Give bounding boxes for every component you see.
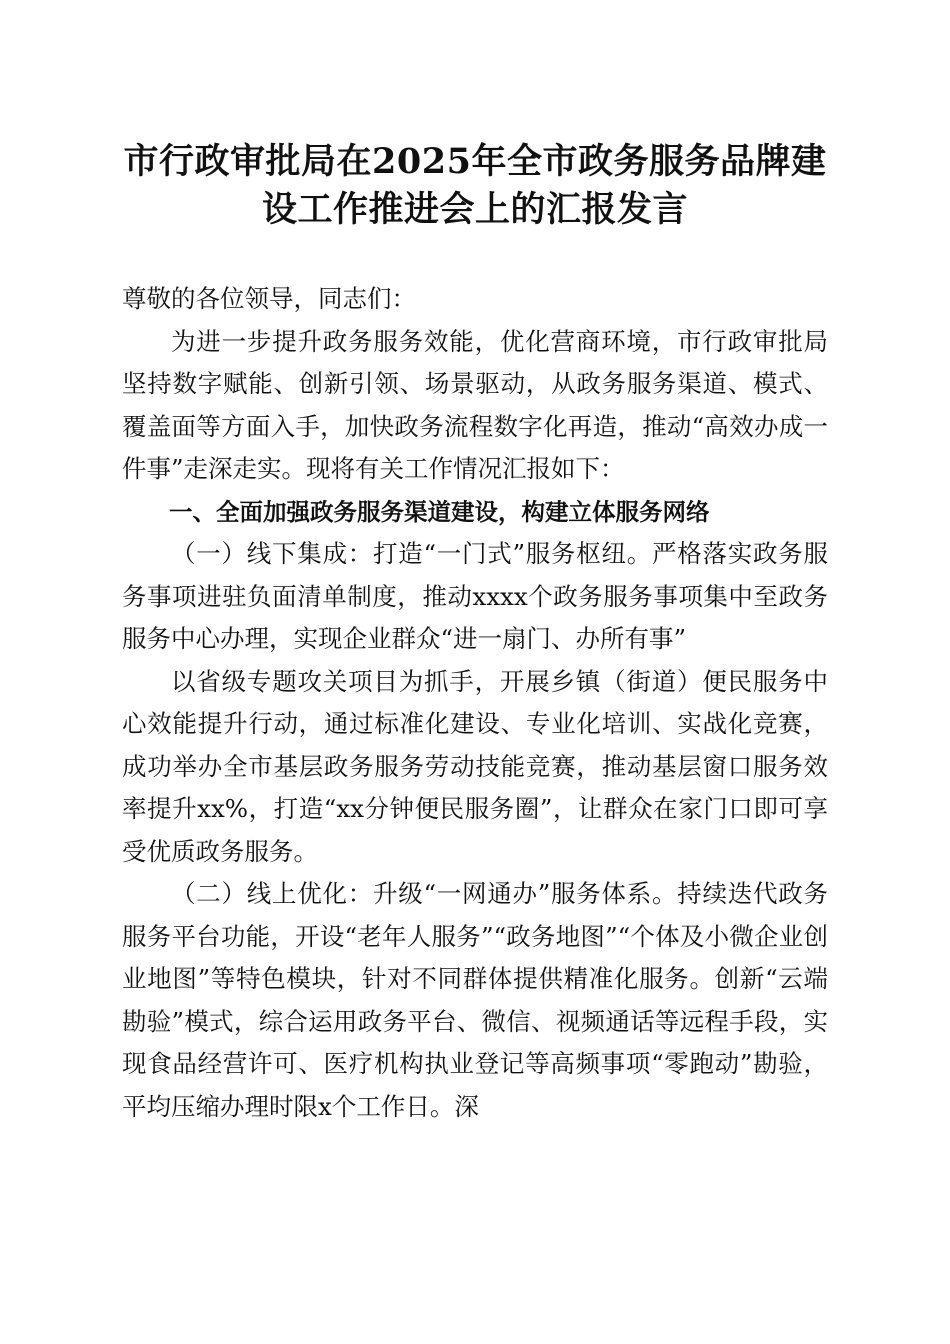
intro-paragraph: 为进一步提升政务服务效能，优化营商环境，市行政审批局坚持数字赋能、创新引领、场景驱动，从政务服务渠道、模式、覆盖面等方面入手，加快政务流程数字化再造，推动“高效办成一件事”走深走实。现将有关工作情况汇报如下： (122, 326, 828, 483)
subsection-paragraph-1 (122, 533, 828, 661)
document-body (122, 278, 828, 1128)
subsection-lead-2: （二）线上优化：升级“一网通办”服务体系。 (171, 879, 678, 908)
document-title (118, 138, 832, 234)
subsection-lead-1: （一）线下集成：打造“一门式”服务枢纽。 (171, 539, 653, 568)
title-line-2: 设工作推进会上的汇报发言 (261, 189, 688, 230)
salutation: 尊敬的各位领导，同志们： (122, 284, 416, 313)
subsection-text-1: 严格落实政务服务事项进驻负面清单制度，推动xxxx个政务服务事项集中至政务服务中心办理，实现企业群众“进一扇门、办所有事” (122, 539, 829, 653)
title-line-1: 市行政审批局在2025年全市政务服务品牌建 (123, 141, 827, 182)
township-paragraph: 以省级专题攻关项目为抓手，开展乡镇（街道）便民服务中心效能提升行动，通过标准化建设、专业化培训、实战化竞赛，成功举办全市基层政务服务劳动技能竞赛，推动基层窗口服务效率提升xx%，打造“xx分钟便民服务圈”，让群众在家门口即可享受优质政务服务。 (122, 666, 828, 866)
subsection-paragraph-2 (122, 873, 828, 1128)
section-heading-1: 一、全面加强政务服务渠道建设，构建立体服务网络 (169, 497, 710, 526)
subsection-text-2: 持续迭代政务服务平台功能，开设“老年人服务”“政务地图”“个体及小微企业创业地图”等特色模块，针对不同群体提供精准化服务。创新“云端勘验”模式，综合运用政务平台、微信、视频通话等远程手段，实现食品经营许可、医疗机构执业登记等高频事项“零跑动”勘验，平均压缩办理时限x个工作日。深 (122, 879, 828, 1121)
